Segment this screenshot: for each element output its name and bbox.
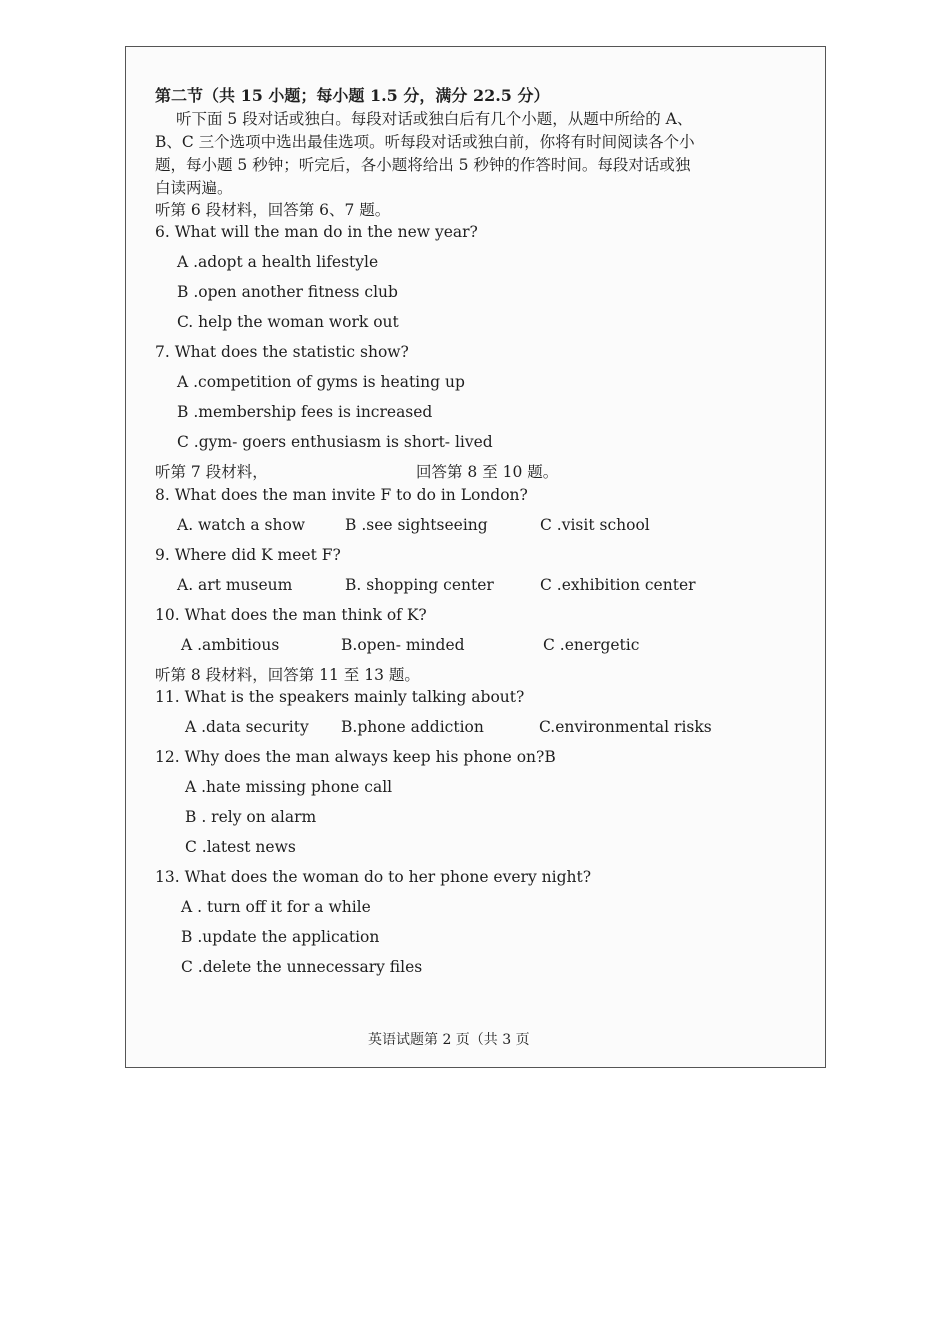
question-6: 6. What will the man do in the new year? [155, 223, 478, 241]
page-footer: 英语试题第 2 页（共 3 页 [368, 1032, 530, 1048]
q6-option-c: C. help the woman work out [177, 313, 399, 331]
question-8: 8. What does the man invite F to do in London? [155, 486, 528, 504]
group-instruction-8-10-left: 听第 7 段材料， [155, 463, 268, 481]
q7-option-a: A .competition of gyms is heating up [177, 373, 465, 391]
q7-option-b: B .membership fees is increased [177, 403, 433, 421]
question-10: 10. What does the man think of K? [155, 606, 427, 624]
q6-option-a: A .adopt a health lifestyle [177, 253, 379, 271]
q13-option-a: A . turn off it for a while [181, 898, 371, 916]
group-instruction-8-10-right: 回答第 8 至 10 题。 [416, 463, 559, 481]
question-7: 7. What does the statistic show? [155, 343, 409, 361]
intro-line-4: 白读两遍。 [155, 179, 233, 197]
q12-option-c: C .latest news [185, 838, 296, 856]
q9-option-c: C .exhibition center [540, 576, 696, 594]
group-instruction-11-13: 听第 8 段材料，回答第 11 至 13 题。 [155, 666, 420, 684]
group-instruction-6-7: 听第 6 段材料，回答第 6、7 题。 [155, 201, 391, 219]
q13-option-c: C .delete the unnecessary files [181, 958, 423, 976]
intro-line-1: 听下面 5 段对话或独白。每段对话或独白后有几个小题，从题中所给的 A、 [176, 110, 693, 128]
q12-option-a: A .hate missing phone call [185, 778, 393, 796]
question-13: 13. What does the woman do to her phone every night? [155, 868, 592, 886]
question-9: 9. Where did K meet F? [155, 546, 341, 564]
q10-option-c: C .energetic [543, 636, 640, 654]
q10-option-a: A .ambitious [181, 636, 280, 654]
section-heading: 第二节（共 15 小题；每小题 1.5 分，满分 22.5 分） [155, 86, 550, 105]
q6-option-b: B .open another fitness club [177, 283, 398, 301]
intro-line-3: 题，每小题 5 秒钟；听完后，各小题将给出 5 秒钟的作答时间。每段对话或独 [155, 156, 691, 174]
q8-option-a: A. watch a show [177, 516, 306, 534]
question-12: 12. Why does the man always keep his phone on?B [155, 748, 556, 766]
q11-option-a: A .data security [185, 718, 309, 736]
q10-option-b: B.open- minded [341, 636, 465, 654]
q8-option-c: C .visit school [540, 516, 650, 534]
q13-option-b: B .update the application [181, 928, 380, 946]
question-11: 11. What is the speakers mainly talking about? [155, 688, 525, 706]
q7-option-c: C .gym- goers enthusiasm is short- lived [177, 433, 493, 451]
intro-line-2: B、C 三个选项中选出最佳选项。听每段对话或独白前，你将有时间阅读各个小 [155, 133, 695, 151]
q12-option-b: B . rely on alarm [185, 808, 317, 826]
q9-option-b: B. shopping center [345, 576, 494, 594]
q8-option-b: B .see sightseeing [345, 516, 488, 534]
q11-option-b: B.phone addiction [341, 718, 484, 736]
q11-option-c: C.environmental risks [539, 718, 712, 736]
q9-option-a: A. art museum [177, 576, 293, 594]
